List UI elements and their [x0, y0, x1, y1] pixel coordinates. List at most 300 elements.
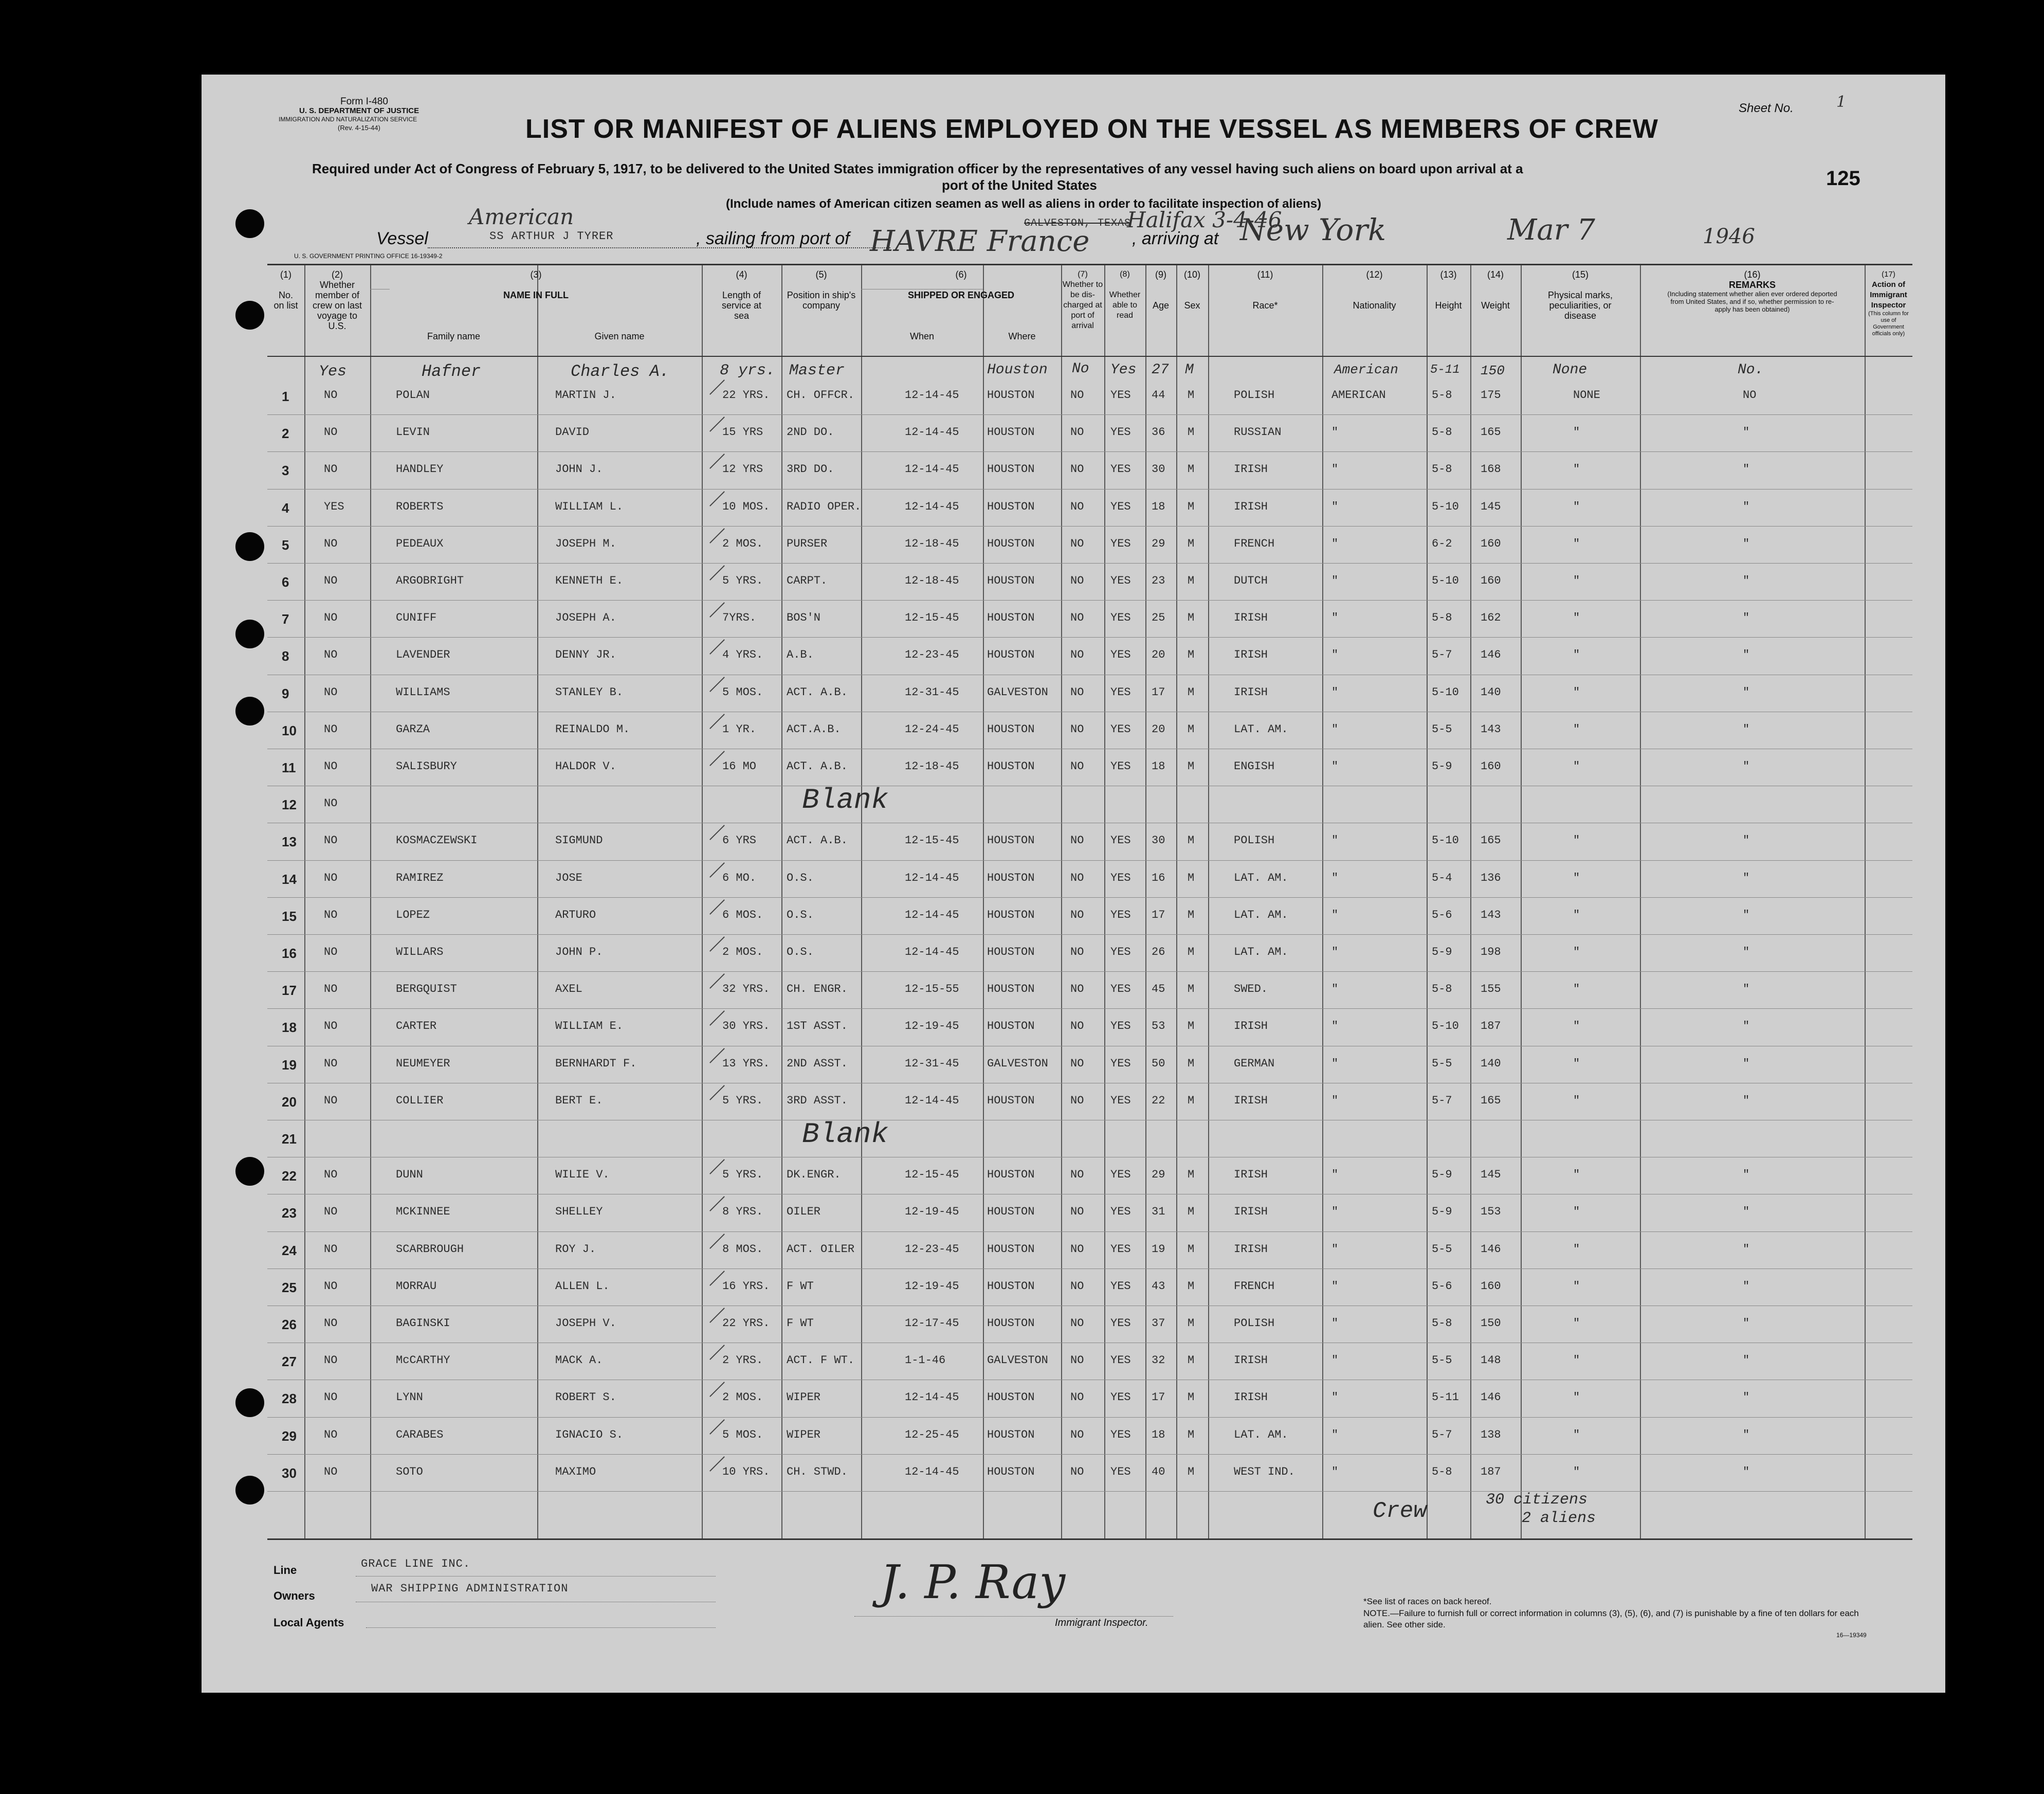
cell-where: HOUSTON — [987, 1391, 1035, 1404]
cell-given-name: AXEL — [555, 983, 582, 996]
cell-prev-voyage: NO — [324, 1168, 338, 1182]
cell-sex: M — [1188, 946, 1195, 958]
cell-age: 40 — [1152, 1465, 1165, 1478]
cell-given-name: JOHN J. — [555, 463, 603, 476]
cell-where: HOUSTON — [987, 1205, 1035, 1219]
master-service: 8 yrs. — [720, 362, 776, 379]
cell-height: 5-8 — [1432, 389, 1452, 402]
cell-service: 8 MOS. — [722, 1242, 763, 1256]
cell-remarks: " — [1743, 760, 1750, 773]
cell-read: YES — [1110, 1465, 1131, 1478]
cell-service: 32 YRS. — [722, 983, 770, 996]
cell-position: WIPER — [787, 1428, 821, 1441]
row-number: 15 — [282, 908, 297, 924]
cell-age: 17 — [1152, 685, 1165, 699]
cell-nationality: " — [1331, 463, 1339, 476]
cell-position: Blank — [802, 784, 889, 817]
cell-discharged: NO — [1070, 1020, 1084, 1033]
col-3-given: Given name — [594, 331, 645, 341]
cell-age: 53 — [1152, 1020, 1165, 1033]
department: U. S. DEPARTMENT OF JUSTICE — [299, 106, 419, 115]
cell-position: CH. STWD. — [787, 1465, 848, 1478]
cell-discharged: NO — [1070, 1428, 1084, 1441]
col-14-label: Weight — [1481, 300, 1510, 311]
row-divider — [267, 860, 1912, 861]
cell-remarks: " — [1743, 685, 1750, 699]
cell-remarks: " — [1743, 946, 1750, 958]
col-16-note: (Including statement whether alien ever ordered deported from United States, and if so, whether permission to re-apply has been obtained) — [1667, 290, 1837, 313]
cell-service: 1 YR. — [722, 722, 757, 736]
cell-service: 8 YRS. — [722, 1205, 763, 1219]
cell-sex: M — [1188, 1391, 1195, 1404]
cell-where: HOUSTON — [987, 1094, 1035, 1107]
cell-given-name: JOSEPH V. — [555, 1317, 616, 1330]
cell-weight: 153 — [1481, 1205, 1501, 1219]
cell-service: 15 YRS — [722, 426, 763, 439]
cell-remarks: " — [1743, 1354, 1750, 1367]
cell-height: 5-7 — [1432, 1428, 1452, 1441]
cell-race: FRENCH — [1234, 537, 1275, 550]
owners-value: WAR SHIPPING ADMINISTRATION — [371, 1582, 569, 1595]
cell-given-name: MACK A. — [555, 1354, 603, 1367]
cell-age: 18 — [1152, 1428, 1165, 1441]
cell-discharged: NO — [1070, 611, 1084, 625]
cell-discharged: NO — [1070, 685, 1084, 699]
subtitle-port: port of the United States — [942, 177, 1097, 193]
cell-weight: 145 — [1481, 1168, 1501, 1182]
cell-when: 12-23-45 — [905, 648, 959, 662]
cell-prev-voyage: NO — [324, 1279, 338, 1293]
cell-when: 12-19-45 — [905, 1205, 959, 1219]
cell-discharged: NO — [1070, 834, 1084, 847]
cell-nationality: " — [1331, 537, 1339, 550]
cell-nationality: " — [1331, 760, 1339, 773]
cell-weight: 150 — [1481, 1317, 1501, 1330]
cell-read: YES — [1110, 1354, 1131, 1367]
cell-age: 23 — [1152, 574, 1165, 587]
cell-age: 30 — [1152, 834, 1165, 847]
cell-sex: M — [1188, 463, 1195, 476]
cell-family-name: ROBERTS — [396, 500, 444, 513]
cell-marks: " — [1573, 1094, 1580, 1107]
punch-hole — [235, 1476, 264, 1505]
col-6-label: SHIPPED OR ENGAGED — [907, 290, 1015, 300]
cell-position: DK.ENGR. — [787, 1168, 841, 1182]
cell-age: 45 — [1152, 983, 1165, 996]
cell-service: 7YRS. — [722, 611, 757, 625]
cell-race: LAT. AM. — [1234, 1428, 1288, 1441]
cell-read: YES — [1110, 1020, 1131, 1033]
cell-nationality: " — [1331, 834, 1339, 847]
row-number: 7 — [282, 611, 289, 627]
cell-family-name: LOPEZ — [396, 908, 430, 921]
sailing-port: HAVRE France — [870, 225, 1090, 258]
cell-marks: " — [1573, 648, 1580, 662]
cell-sex: M — [1188, 1094, 1195, 1107]
cell-given-name: IGNACIO S. — [555, 1428, 624, 1441]
cell-age: 44 — [1152, 389, 1165, 402]
cell-when: 12-14-45 — [905, 426, 959, 439]
col-11-label: Race* — [1252, 300, 1278, 311]
cell-marks: " — [1573, 1465, 1580, 1478]
cell-height: 5-5 — [1432, 1057, 1452, 1070]
cell-read: YES — [1110, 463, 1131, 476]
cell-discharged: NO — [1070, 1205, 1084, 1219]
cell-service: 12 YRS — [722, 463, 763, 476]
master-position: Master — [789, 362, 845, 379]
cell-discharged: NO — [1070, 871, 1084, 884]
cell-given-name: SIGMUND — [555, 834, 603, 847]
cell-weight: 146 — [1481, 648, 1501, 662]
cell-nationality: " — [1331, 1094, 1339, 1107]
cell-family-name: RAMIREZ — [396, 871, 444, 884]
cell-marks: " — [1573, 1057, 1580, 1070]
master-marks: None — [1553, 362, 1587, 378]
sailing-typed: GALVESTON, TEXAS — [1024, 218, 1132, 229]
cell-height: 5-8 — [1432, 611, 1452, 625]
cell-position: ACT.A.B. — [787, 722, 841, 736]
cell-marks: " — [1573, 1205, 1580, 1219]
cell-service: 16 MO — [722, 760, 757, 773]
cell-service: 10 YRS. — [722, 1465, 770, 1478]
col-9-label: Age — [1152, 300, 1170, 311]
master-sex: M — [1185, 362, 1194, 378]
cell-when: 12-19-45 — [905, 1020, 959, 1033]
tally-aliens: 2 aliens — [1522, 1510, 1596, 1527]
cell-where: HOUSTON — [987, 946, 1035, 958]
sheet-label: Sheet No. — [1739, 101, 1794, 115]
cell-discharged: NO — [1070, 537, 1084, 550]
cell-given-name: JOSEPH M. — [555, 537, 616, 550]
cell-family-name: BAGINSKI — [396, 1317, 450, 1330]
cell-service: 16 YRS. — [722, 1279, 770, 1293]
cell-when: 12-14-45 — [905, 1094, 959, 1107]
cell-position: A.B. — [787, 648, 814, 662]
cell-race: WEST IND. — [1234, 1465, 1295, 1478]
cell-height: 5-6 — [1432, 908, 1452, 921]
cell-remarks: " — [1743, 871, 1750, 884]
col-8-num: (8) — [1120, 270, 1130, 279]
row-number: 17 — [282, 983, 297, 999]
master-disch: No — [1072, 361, 1089, 377]
cell-nationality: " — [1331, 1465, 1339, 1478]
penalty-note: NOTE.—Failure to furnish full or correct information in columns (3), (5), (6), and (7) is punishable by a fine of ten dollars for each alien. See other side. — [1363, 1608, 1859, 1629]
cell-race: IRISH — [1234, 1205, 1268, 1219]
vessel-name: SS ARTHUR J TYRER — [489, 230, 614, 243]
master-weight: 150 — [1481, 363, 1505, 378]
owners-label: Owners — [273, 1589, 315, 1602]
cell-family-name: CARTER — [396, 1020, 437, 1033]
cell-service: 5 YRS. — [722, 574, 763, 587]
cell-sex: M — [1188, 1279, 1195, 1293]
cell-age: 22 — [1152, 1094, 1165, 1107]
cell-marks: " — [1573, 537, 1580, 550]
cell-age: 30 — [1152, 463, 1165, 476]
cell-when: 12-23-45 — [905, 1242, 959, 1256]
cell-prev-voyage: NO — [324, 1094, 338, 1107]
col-2-label: Whether member of crew on last voyage to U.S. — [312, 280, 362, 331]
cell-family-name: SCARBROUGH — [396, 1242, 464, 1256]
cell-discharged: NO — [1070, 1168, 1084, 1182]
master-read: Yes — [1110, 362, 1137, 378]
cell-position: ACT. A.B. — [787, 834, 848, 847]
col-7-label: Whether to be dis- charged at port of arrival — [1062, 280, 1103, 330]
cell-where: HOUSTON — [987, 1317, 1035, 1330]
punch-hole — [235, 620, 264, 648]
cell-race: IRISH — [1234, 685, 1268, 699]
row-divider — [267, 414, 1912, 415]
cell-age: 20 — [1152, 722, 1165, 736]
col-16-label: REMARKS — [1728, 280, 1776, 290]
cell-given-name: STANLEY B. — [555, 685, 624, 699]
cell-given-name: ARTURO — [555, 908, 596, 921]
cell-sex: M — [1188, 389, 1195, 402]
master-where: Houston — [987, 362, 1048, 378]
cell-marks: " — [1573, 426, 1580, 439]
cell-family-name: LEVIN — [396, 426, 430, 439]
cell-given-name: WILLIAM L. — [555, 500, 624, 513]
row-number: 20 — [282, 1094, 297, 1110]
cell-read: YES — [1110, 1168, 1131, 1182]
cell-when: 12-31-45 — [905, 685, 959, 699]
cell-family-name: CARABES — [396, 1428, 444, 1441]
cell-position: ACT. F WT. — [787, 1354, 855, 1367]
cell-prev-voyage: NO — [324, 760, 338, 773]
cell-when: 12-15-45 — [905, 1168, 959, 1182]
cell-position: CH. ENGR. — [787, 983, 848, 996]
cell-family-name: COLLIER — [396, 1094, 444, 1107]
cell-height: 5-8 — [1432, 983, 1452, 996]
cell-marks: " — [1573, 1428, 1580, 1441]
cell-read: YES — [1110, 983, 1131, 996]
cell-read: YES — [1110, 611, 1131, 625]
cell-family-name: KOSMACZEWSKI — [396, 834, 478, 847]
cell-nationality: AMERICAN — [1331, 389, 1386, 402]
cell-marks: " — [1573, 463, 1580, 476]
line-label: Line — [273, 1564, 297, 1576]
cell-nationality: " — [1331, 500, 1339, 513]
col-17-num: (17) — [1882, 270, 1895, 279]
cell-weight: 143 — [1481, 908, 1501, 921]
cell-given-name: WILIE V. — [555, 1168, 610, 1182]
cell-race: IRISH — [1234, 500, 1268, 513]
cell-sex: M — [1188, 611, 1195, 625]
col-15-label: Physical marks, peculiarities, or disease — [1547, 290, 1613, 321]
cell-height: 6-2 — [1432, 537, 1452, 550]
row-divider — [267, 563, 1912, 564]
punch-hole — [235, 697, 264, 726]
col-16-num: (16) — [1744, 269, 1761, 280]
cell-remarks: " — [1743, 1317, 1750, 1330]
cell-race: LAT. AM. — [1234, 722, 1288, 736]
col-9-num: (9) — [1155, 269, 1166, 280]
cell-race: RUSSIAN — [1234, 426, 1282, 439]
cell-remarks: " — [1743, 611, 1750, 625]
cell-marks: " — [1573, 1279, 1580, 1293]
cell-position: 3RD ASST. — [787, 1094, 848, 1107]
cell-prev-voyage: NO — [324, 871, 338, 884]
cell-nationality: " — [1331, 946, 1339, 958]
cell-race: POLISH — [1234, 1317, 1275, 1330]
cell-given-name: JOSEPH A. — [555, 611, 616, 625]
page-title: LIST OR MANIFEST OF ALIENS EMPLOYED ON THE VESSEL AS MEMBERS OF CREW — [525, 114, 1658, 144]
col-6-when: When — [909, 331, 935, 341]
cell-position: CARPT. — [787, 574, 828, 587]
cell-read: YES — [1110, 537, 1131, 550]
cell-when: 12-14-45 — [905, 500, 959, 513]
cell-prev-voyage: NO — [324, 946, 338, 958]
cell-where: HOUSTON — [987, 1279, 1035, 1293]
page-stamp: 125 — [1826, 167, 1860, 190]
cell-family-name: WILLARS — [396, 946, 444, 958]
cell-service: 30 YRS. — [722, 1020, 770, 1033]
cell-age: 50 — [1152, 1057, 1165, 1070]
cell-marks: " — [1573, 871, 1580, 884]
cell-weight: 160 — [1481, 1279, 1501, 1293]
cell-height: 5-8 — [1432, 463, 1452, 476]
tally-crew: Crew — [1373, 1498, 1427, 1524]
cell-weight: 187 — [1481, 1020, 1501, 1033]
cell-age: 32 — [1152, 1354, 1165, 1367]
cell-given-name: DAVID — [555, 426, 590, 439]
cell-position: BOS'N — [787, 611, 821, 625]
cell-service: 6 MOS. — [722, 908, 763, 921]
cell-when: 12-15-45 — [905, 611, 959, 625]
cell-service: 5 YRS. — [722, 1168, 763, 1182]
cell-marks: " — [1573, 611, 1580, 625]
cell-weight: 146 — [1481, 1391, 1501, 1404]
cell-age: 43 — [1152, 1279, 1165, 1293]
row-number: 21 — [282, 1131, 297, 1147]
cell-remarks: " — [1743, 1020, 1750, 1033]
row-number: 11 — [282, 760, 296, 775]
cell-sex: M — [1188, 500, 1195, 513]
row-divider — [267, 489, 1912, 490]
cell-height: 5-7 — [1432, 1094, 1452, 1107]
cell-family-name: POLAN — [396, 389, 430, 402]
cell-family-name: CUNIFF — [396, 611, 437, 625]
cell-where: HOUSTON — [987, 722, 1035, 736]
cell-when: 12-14-45 — [905, 389, 959, 402]
cell-height: 5-6 — [1432, 1279, 1452, 1293]
cell-read: YES — [1110, 1279, 1131, 1293]
cell-where: HOUSTON — [987, 500, 1035, 513]
cell-remarks: " — [1743, 537, 1750, 550]
cell-age: 26 — [1152, 946, 1165, 958]
col-3-num: (3) — [530, 269, 542, 280]
cell-nationality: " — [1331, 1057, 1339, 1070]
cell-given-name: BERT E. — [555, 1094, 603, 1107]
sheet-number: 1 — [1836, 93, 1847, 111]
cell-prev-voyage: NO — [324, 1317, 338, 1330]
row-number: 12 — [282, 797, 297, 813]
cell-position: F WT — [787, 1279, 814, 1293]
cell-marks: " — [1573, 500, 1580, 513]
cell-prev-voyage: NO — [324, 574, 338, 587]
cell-position: ACT. A.B. — [787, 760, 848, 773]
col-5-label: Position in ship's company — [787, 290, 856, 311]
row-number: 8 — [282, 648, 289, 664]
col-2-num: (2) — [332, 269, 343, 280]
cell-nationality: " — [1331, 1428, 1339, 1441]
cell-service: 22 YRS. — [722, 1317, 770, 1330]
cell-nationality: " — [1331, 908, 1339, 921]
cell-given-name: ROBERT S. — [555, 1391, 616, 1404]
cell-when: 12-15-45 — [905, 834, 959, 847]
col-6-num: (6) — [955, 269, 967, 280]
cell-given-name: JOHN P. — [555, 946, 603, 958]
tally-citizens: 30 citizens — [1486, 1491, 1588, 1509]
cell-family-name: ARGOBRIGHT — [396, 574, 464, 587]
cell-race: DUTCH — [1234, 574, 1268, 587]
cell-where: HOUSTON — [987, 389, 1035, 402]
cell-position: O.S. — [787, 946, 814, 958]
master-height: 5-11 — [1430, 363, 1460, 377]
cell-weight: 165 — [1481, 834, 1501, 847]
cell-position: 2ND ASST. — [787, 1057, 848, 1070]
cell-remarks: " — [1743, 1242, 1750, 1256]
form-number: Form I-480 — [340, 96, 388, 107]
cell-weight: 146 — [1481, 1242, 1501, 1256]
col-1-num: (1) — [280, 269, 291, 280]
row-divider — [267, 1491, 1912, 1492]
cell-service: 5 MOS. — [722, 685, 763, 699]
cell-sex: M — [1188, 834, 1195, 847]
row-number: 3 — [282, 463, 289, 479]
cell-when: 12-25-45 — [905, 1428, 959, 1441]
cell-when: 12-14-45 — [905, 871, 959, 884]
cell-where: GALVESTON — [987, 685, 1048, 699]
cell-remarks: " — [1743, 722, 1750, 736]
col-12-label: Nationality — [1353, 300, 1396, 311]
cell-service: 10 MOS. — [722, 500, 770, 513]
cell-read: YES — [1110, 834, 1131, 847]
cell-read: YES — [1110, 1317, 1131, 1330]
cell-where: HOUSTON — [987, 908, 1035, 921]
cell-position: PURSER — [787, 537, 828, 550]
row-number: 13 — [282, 834, 297, 850]
row-number: 28 — [282, 1391, 297, 1407]
cell-race: IRISH — [1234, 1094, 1268, 1107]
cell-given-name: SHELLEY — [555, 1205, 603, 1219]
signature-rule — [854, 1616, 1173, 1617]
cell-remarks: " — [1743, 574, 1750, 587]
cell-sex: M — [1188, 426, 1195, 439]
cell-prev-voyage: NO — [324, 983, 338, 996]
cell-remarks: " — [1743, 834, 1750, 847]
master-family: Hafner — [422, 362, 481, 381]
cell-nationality: " — [1331, 574, 1339, 587]
cell-nationality: " — [1331, 1242, 1339, 1256]
cell-marks: " — [1573, 834, 1580, 847]
row-number: 6 — [282, 574, 289, 590]
cell-prev-voyage: YES — [324, 500, 344, 513]
cell-prev-voyage: NO — [324, 685, 338, 699]
cell-weight: 160 — [1481, 537, 1501, 550]
cell-discharged: NO — [1070, 389, 1084, 402]
cell-discharged: NO — [1070, 1391, 1084, 1404]
vessel-label: Vessel — [376, 229, 428, 248]
cell-sex: M — [1188, 760, 1195, 773]
cell-age: 37 — [1152, 1317, 1165, 1330]
cell-service: 2 MOS. — [722, 537, 763, 550]
cell-age: 29 — [1152, 537, 1165, 550]
cell-nationality: " — [1331, 648, 1339, 662]
cell-service: 5 MOS. — [722, 1428, 763, 1441]
master-prev: Yes — [319, 363, 347, 380]
cell-service: 13 YRS. — [722, 1057, 770, 1070]
cell-remarks: " — [1743, 1094, 1750, 1107]
